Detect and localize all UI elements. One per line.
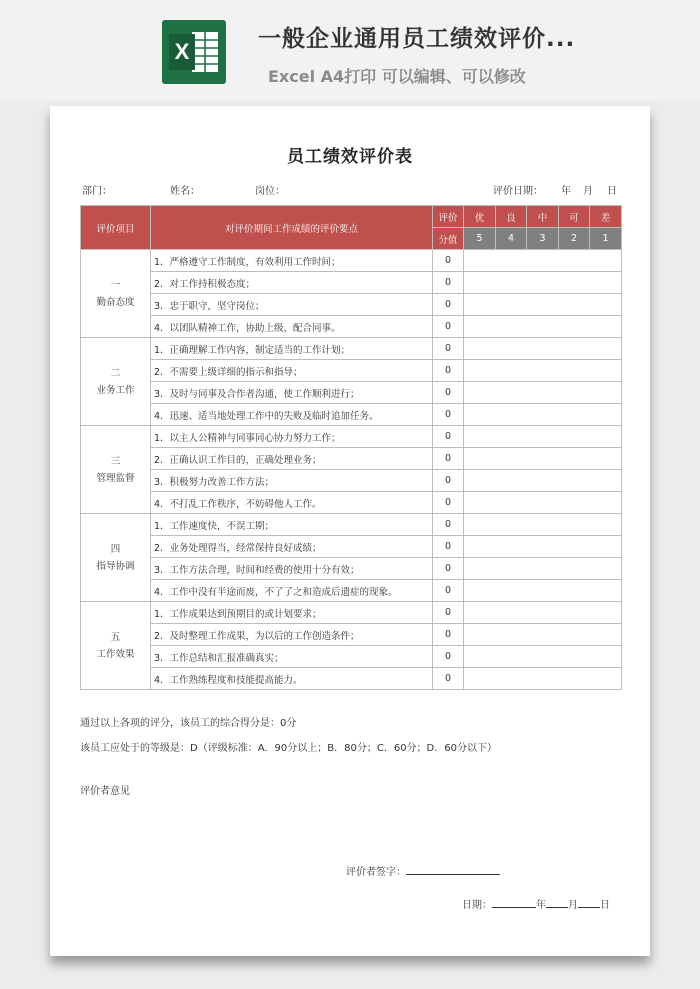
category-name: 管理监督 (96, 472, 135, 484)
category-cell (81, 250, 151, 338)
rating-input-cell[interactable] (464, 272, 622, 294)
banner-title: 一般企业通用员工绩效评价... (258, 26, 576, 52)
signature-label: 评价者签字： (346, 867, 406, 878)
header-grade: 中 (527, 206, 559, 228)
date-year: 年 (561, 186, 571, 197)
table-row (81, 448, 622, 470)
sign-date-day-blank[interactable] (578, 897, 600, 908)
rating-input-cell[interactable] (464, 382, 622, 404)
position-label: 岗位： (255, 186, 285, 197)
table-row (81, 426, 622, 448)
excel-icon-letter: X (174, 39, 190, 64)
score-cell[interactable]: 0 (433, 558, 464, 580)
date-month: 月 (583, 186, 593, 197)
table-row (81, 536, 622, 558)
score-cell[interactable]: 0 (433, 272, 464, 294)
criterion-text: 2．正确认识工作目的，正确处理业务； (151, 448, 433, 470)
grade-text: 该员工应处于的等级是：D（评级标准：A．90分以上；B．80分；C．60分；D．60分以下） (80, 743, 497, 754)
category-number: 二 (110, 367, 121, 379)
sign-date-label: 日期： (462, 900, 492, 911)
table-row (81, 580, 622, 602)
table-row (81, 602, 622, 624)
criterion-text: 3．积极努力改善工作方法； (151, 470, 433, 492)
table-row (81, 250, 622, 272)
category-name: 指导协调 (96, 560, 135, 572)
header-row-rating (81, 206, 622, 228)
header-grade: 可 (559, 206, 590, 228)
sign-date-year: 年 (536, 900, 546, 911)
table-row (81, 558, 622, 580)
header-score-value: 1 (590, 228, 622, 250)
department-label: 部门： (82, 186, 112, 197)
category-number: 一 (110, 279, 121, 291)
table-row (81, 338, 622, 360)
score-cell[interactable]: 0 (433, 514, 464, 536)
score-cell[interactable]: 0 (433, 426, 464, 448)
score-cell[interactable]: 0 (433, 646, 464, 668)
rating-input-cell[interactable] (464, 448, 622, 470)
score-cell[interactable]: 0 (433, 536, 464, 558)
score-cell[interactable]: 0 (433, 492, 464, 514)
rating-input-cell[interactable] (464, 360, 622, 382)
score-cell[interactable]: 0 (433, 404, 464, 426)
category-number: 四 (110, 543, 121, 555)
table-row (81, 514, 622, 536)
criterion-text: 3．工作方法合理，时间和经费的使用十分有效； (151, 558, 433, 580)
rating-input-cell[interactable] (464, 404, 622, 426)
criterion-text: 4．不打乱工作秩序，不妨碍他人工作。 (151, 492, 433, 514)
header-grade: 优 (464, 206, 496, 228)
category-cell (81, 514, 151, 602)
category-number: 三 (110, 455, 121, 467)
table-row (81, 404, 622, 426)
criterion-text: 2．业务处理得当，经常保持良好成绩； (151, 536, 433, 558)
header-grade: 良 (496, 206, 527, 228)
header-rating-label: 评价 (433, 206, 464, 228)
rating-input-cell[interactable] (464, 316, 622, 338)
signature-line (346, 863, 500, 878)
date-day: 日 (607, 186, 617, 197)
rating-input-cell[interactable] (464, 426, 622, 448)
name-label: 姓名： (170, 186, 200, 197)
rating-input-cell[interactable] (464, 492, 622, 514)
criterion-text: 4．以团队精神工作，协助上级，配合同事。 (151, 316, 433, 338)
evaluation-date-label: 评价日期： (493, 186, 543, 197)
banner (0, 0, 700, 100)
header-grade: 差 (590, 206, 622, 228)
score-cell[interactable]: 0 (433, 294, 464, 316)
total-score-text: 通过以上各项的评分，该员工的综合得分是：0分 (80, 718, 297, 729)
banner-subtitle: Excel A4打印 可以编辑、可以修改 (268, 67, 526, 86)
rating-input-cell[interactable] (464, 536, 622, 558)
criterion-text: 4．工作熟练程度和技能提高能力。 (151, 668, 433, 690)
rating-input-cell[interactable] (464, 558, 622, 580)
score-cell[interactable]: 0 (433, 602, 464, 624)
criterion-text: 1．以主人公精神与同事同心协力努力工作； (151, 426, 433, 448)
rating-input-cell[interactable] (464, 602, 622, 624)
evaluator-opinion-label: 评价者意见 (80, 786, 130, 797)
table-row (81, 272, 622, 294)
category-cell (81, 338, 151, 426)
excel-icon (162, 20, 226, 84)
criterion-text: 1．正确理解工作内容，制定适当的工作计划； (151, 338, 433, 360)
header-score-value: 5 (464, 228, 496, 250)
table-row (81, 360, 622, 382)
category-cell (81, 602, 151, 690)
category-name: 勤奋态度 (96, 296, 135, 308)
table-row (81, 470, 622, 492)
score-cell[interactable]: 0 (433, 360, 464, 382)
category-name: 业务工作 (96, 384, 135, 396)
header-score-label: 分值 (433, 228, 464, 250)
criterion-text: 4．迅速、适当地处理工作中的失败及临时追加任务。 (151, 404, 433, 426)
criterion-text: 3．及时与同事及合作者沟通，使工作顺利进行； (151, 382, 433, 404)
signature-blank[interactable] (406, 864, 500, 875)
sign-date-month-blank[interactable] (546, 897, 568, 908)
score-cell[interactable]: 0 (433, 382, 464, 404)
rating-input-cell[interactable] (464, 294, 622, 316)
table-row (81, 294, 622, 316)
category-cell (81, 426, 151, 514)
rating-input-cell[interactable] (464, 668, 622, 690)
criterion-text: 1．工作成果达到预期目的或计划要求； (151, 602, 433, 624)
criterion-text: 2．对工作持积极态度； (151, 272, 433, 294)
rating-input-cell[interactable] (464, 580, 622, 602)
table-row (81, 492, 622, 514)
document-title: 员工绩效评价表 (287, 147, 413, 167)
header-score-value: 2 (559, 228, 590, 250)
rating-input-cell[interactable] (464, 250, 622, 272)
table-row (81, 316, 622, 338)
rating-input-cell[interactable] (464, 338, 622, 360)
header-score-value: 4 (496, 228, 527, 250)
category-number: 五 (110, 631, 121, 643)
document-page (50, 106, 650, 956)
score-cell[interactable]: 0 (433, 338, 464, 360)
rating-input-cell[interactable] (464, 624, 622, 646)
header-item: 评价项目 (81, 206, 151, 250)
rating-input-cell[interactable] (464, 646, 622, 668)
category-name: 工作效果 (96, 648, 135, 660)
criterion-text: 2．不需要上级详细的指示和指导； (151, 360, 433, 382)
table-row (81, 624, 622, 646)
score-cell[interactable]: 0 (433, 580, 464, 602)
sign-date-year-blank[interactable] (492, 897, 536, 908)
table-row (81, 668, 622, 690)
rating-input-cell[interactable] (464, 470, 622, 492)
sign-date-line (462, 896, 610, 911)
criterion-text: 1．工作速度快，不误工期； (151, 514, 433, 536)
criterion-text: 3．工作总结和汇报准确真实； (151, 646, 433, 668)
score-cell[interactable]: 0 (433, 624, 464, 646)
criterion-text: 1．严格遵守工作制度，有效利用工作时间； (151, 250, 433, 272)
sign-date-month: 月 (568, 900, 578, 911)
score-cell[interactable]: 0 (433, 250, 464, 272)
score-cell[interactable]: 0 (433, 448, 464, 470)
sign-date-day: 日 (600, 900, 610, 911)
criterion-text: 4．工作中没有半途而废，不了了之和造成后遗症的现象。 (151, 580, 433, 602)
header-score-value: 3 (527, 228, 559, 250)
rating-input-cell[interactable] (464, 514, 622, 536)
table-row (81, 646, 622, 668)
table-row (81, 382, 622, 404)
header-points: 对评价期间工作成绩的评价要点 (151, 206, 433, 250)
evaluation-table (80, 205, 622, 690)
score-cell[interactable]: 0 (433, 668, 464, 690)
criterion-text: 2．及时整理工作成果，为以后的工作创造条件； (151, 624, 433, 646)
score-cell[interactable]: 0 (433, 316, 464, 338)
criterion-text: 3．忠于职守，坚守岗位； (151, 294, 433, 316)
score-cell[interactable]: 0 (433, 470, 464, 492)
